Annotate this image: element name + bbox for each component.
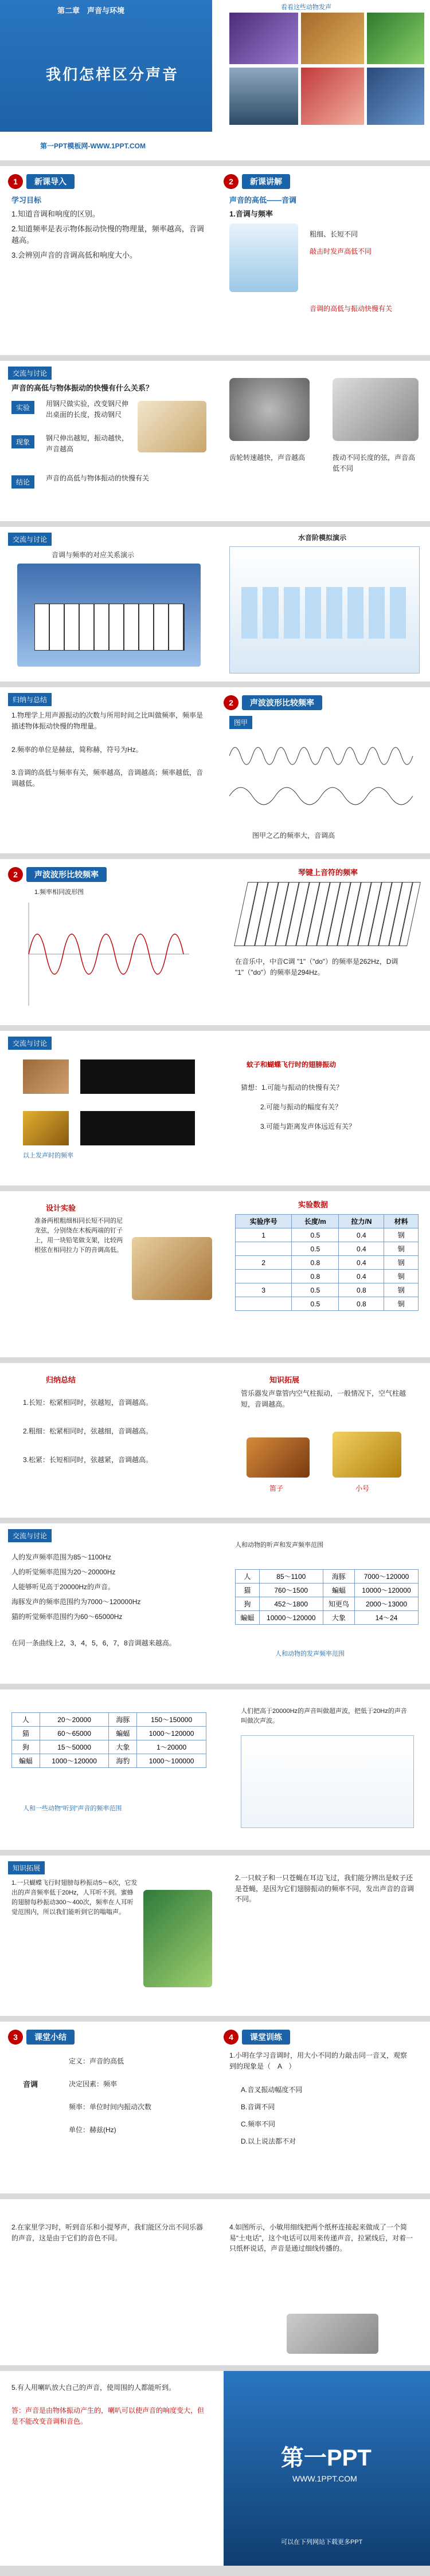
wave-figure <box>229 733 419 819</box>
water-scale-title: 水音阶模拟演示 <box>298 534 347 542</box>
flute-label: 笛子 <box>269 1484 284 1492</box>
guess-1: 猜想：1.可能与振动的快慢有关？ <box>241 1084 343 1092</box>
phone-image <box>287 2314 378 2354</box>
range-4: 海豚发声的频率范围约为7000～120000Hz <box>11 1598 141 1606</box>
flute-image <box>247 1437 310 1478</box>
goals-title: 学习目标 <box>11 196 42 204</box>
goals-header: 1 新课导入 <box>8 173 75 190</box>
practice-2-right: 4.如图所示，小敏用细线把两个纸杯连接起来做成了一个简易“土电话”，这个电话可以用来传递声音，拉紧线后，对着一只纸杯说话，声音是通过细线传播的。 <box>229 2223 413 2253</box>
guess-2: 2.可能与振动的幅度有关？ <box>260 1103 342 1111</box>
frequency-range-slide <box>0 1523 430 1684</box>
extend-tag: 知识拓展 <box>269 1376 300 1384</box>
range-table-title: 人和动物的听声和发声频率范围 <box>235 1542 323 1549</box>
bee-photo <box>23 1111 69 1145</box>
gear-image <box>229 378 310 441</box>
footer-tag: 可以在下列网站下载更多PPT <box>281 2539 363 2546</box>
piano-title: 音调与频率的对应关系演示 <box>52 551 135 559</box>
review-item-2: 决定因素：频率 <box>69 2080 118 2088</box>
experiment-tag: 设计实验 <box>46 1204 76 1212</box>
step-phenomenon: 现象 <box>11 435 34 448</box>
compare-header: 2 声波波形比较频率 <box>224 694 322 711</box>
range-table-caption: 人和动物的发声频率范围 <box>275 1651 345 1657</box>
review-item-4: 单位：赫兹(Hz) <box>69 2126 116 2134</box>
summary-point-1: 1.物理学上用声源振动的次数与所用时间之比叫做频率，频率是描述物体振动快慢的物理量。 <box>11 711 204 730</box>
goal-1: 1.知道音调和响度的区别。 <box>11 210 100 218</box>
hearing-range-slide <box>0 1689 430 1850</box>
practice-slide-2 <box>0 2199 430 2365</box>
bee-wave <box>80 1111 195 1145</box>
discussion-slide-1 <box>0 361 430 521</box>
note-3: 音调的高低与振动快慢有关 <box>310 305 393 313</box>
range-1: 人的发声频率范围为85～1100Hz <box>11 1553 111 1561</box>
final-question: 5.有人用喇叭放大自己的声音，使周围的人都能听到。 <box>11 2384 176 2392</box>
wave-low <box>229 787 413 805</box>
frog-photo <box>367 13 424 64</box>
summary-slide-2 <box>0 1363 430 1518</box>
discussion-slide-2 <box>0 1031 430 1185</box>
discussion-tag: 交流与讨论 <box>8 367 52 380</box>
summary2-2: 2.粗细：松紧相同时，弦越细，音调越高。 <box>23 1427 153 1435</box>
hearing-caption: 人和一些动物“听到”声音的频率范围 <box>23 1805 122 1812</box>
waveform-label: 1.频率相同波形图 <box>34 889 84 896</box>
animal-chart <box>241 1735 414 1828</box>
trumpet-image <box>333 1432 401 1478</box>
option-d: D.以上说法都不对 <box>241 2137 296 2145</box>
cover-slide <box>0 0 430 160</box>
water-glasses[interactable] <box>241 587 408 639</box>
extension-tag: 知识拓展 <box>8 1861 45 1874</box>
footer-banner <box>224 2371 430 2566</box>
range-2: 人的听觉频率范围为20～20000Hz <box>11 1568 116 1576</box>
range-tag: 交流与讨论 <box>8 1529 52 1542</box>
dancer-photo <box>301 68 364 125</box>
option-b: B.音调不同 <box>241 2103 275 2111</box>
hearing-table: 人 20～20000 海豚 150～150000 猫 60～65000 蝙蝠 1000～120000 狗 15～50000 大象 1～20000 蝙蝠 1000～120000 海豹 1000～100000 <box>11 1712 206 1768</box>
cover-title: 我们怎样区分声音 <box>46 66 179 83</box>
extend-text: 管乐器发声靠管内空气柱振动，一般情况下，空气柱越短，音调越高。 <box>241 1389 406 1408</box>
goal-2: 2.知道频率是表示物体振动快慢的物理量，频率越高，音调越高。 <box>11 224 204 245</box>
waterfall-photo <box>229 68 298 125</box>
horse-wave <box>80 1059 195 1094</box>
extension-text: 1.一只蝴蝶飞行时翅膀每秒振动5～6次，它发出的声音频率低于20Hz，人耳听不到。蜜蜂的翅膀每秒振动300～400次，频率在人耳听觉范围内，所以我们能听到它的嗡嗡声。 <box>11 1880 138 1916</box>
bird-photo <box>367 68 424 125</box>
lesson-header: 2 新课讲解 <box>224 173 290 190</box>
keyboard-header: 琴键上音符的频率 <box>298 868 358 877</box>
final-answer: 答：声音是由物体振动产生的，喇叭可以使声音的响度变大，但是不能改变音调和音色。 <box>11 2406 205 2425</box>
waveform-header: 2 声波波形比较频率 <box>8 866 107 883</box>
harp-caption: 拨动不同长度的弦，声音高低不同 <box>333 454 416 472</box>
summary-slide-1 <box>0 687 430 853</box>
lesson-topic: 1.音调与频率 <box>229 210 273 218</box>
note-1: 粗细、长短不同 <box>310 230 358 238</box>
piano-keys[interactable] <box>34 604 185 651</box>
range-3: 人能够听见高于20000Hz的声音。 <box>11 1583 115 1591</box>
goal-3: 3.会辨别声音的音调高低和响度大小。 <box>11 251 137 259</box>
waveform-slide <box>0 859 430 1025</box>
harp-image <box>333 378 419 441</box>
bottles-image <box>229 223 298 292</box>
lesson-sub: 声音的高低——音调 <box>229 196 297 204</box>
summary-point-2: 2.频率的单位是赫兹，简称赫，符号为Hz。 <box>11 746 143 754</box>
keyboard-text: 在音乐中，中音C调 "1"（"do"）的频率是262Hz，D调 "1"（"do"）的频率是294Hz。 <box>235 958 398 976</box>
hummingbird-image <box>143 1890 212 1987</box>
review-item-1: 定义：声音的高低 <box>69 2057 124 2065</box>
ruler-image <box>138 401 206 452</box>
site-label: 第一PPT模板网-WWW.1PPT.COM <box>40 142 146 150</box>
experiment-slide <box>0 1191 430 1357</box>
experiment-text: 准备两根粗细相同长短不同的尼龙弦，分别绕在木板两端的钉子上，用一块铅笔做支架，比较两根弦在相同拉力下的音调高低。 <box>34 1218 123 1254</box>
trumpet-label: 小号 <box>355 1484 370 1492</box>
final-slide <box>0 2371 430 2566</box>
string-board-image <box>132 1237 212 1300</box>
cover-left-panel <box>0 0 212 160</box>
option-a: A.音叉振动幅度不同 <box>241 2086 303 2094</box>
step-conclusion-text: 声音的高低与物体振动的快慢有关 <box>46 474 150 482</box>
range-table: 人 85～1100 海豚 7000～120000 猫 760～1500 蝙蝠 10000～120000 狗 452～1800 知更鸟 2000～13000 蝙蝠 10000～120000 大象 14～24 <box>235 1569 419 1625</box>
extension-right: 2.一只蚊子和一只苍蝇在耳边飞过，我们能分辨出是蚊子还是苍蝇，是因为它们翅膀振动的频率不同，发出声音的音调不同。 <box>235 1874 415 1904</box>
wing-header: 蚊子和蝴蝶飞行时的翅膀振动 <box>247 1061 337 1069</box>
range-foot: 在同一条曲线上2，3，4，5，6，7，8音调越来越高。 <box>11 1639 176 1647</box>
review-item-3: 频率：单位时间内振动次数 <box>69 2103 152 2111</box>
practice-header: 4 课堂训练 <box>224 2028 290 2046</box>
data-table-title: 实验数据 <box>298 1200 329 1209</box>
review-header: 3 课堂小结 <box>8 2028 75 2046</box>
lightning-photo <box>229 13 298 64</box>
review-slide <box>0 2022 430 2193</box>
footer-logo: 第一PPT <box>281 2445 372 2471</box>
wave-high <box>229 747 413 765</box>
horse-photo <box>23 1059 69 1094</box>
ultrasound-note: 人们把高于20000Hz的声音叫做超声波，把低于20Hz的声音叫做次声波。 <box>241 1708 407 1725</box>
waveform-chart <box>23 897 195 1011</box>
footer-url: WWW.1PPT.COM <box>292 2474 357 2483</box>
wave-caption: 图甲之乙的频率大，音调高 <box>252 832 335 840</box>
discussion-tag-2: 交流与讨论 <box>8 1037 52 1050</box>
summary-point-3: 3.音调的高低与频率有关，频率越高，音调越高；频率越低，音调越低。 <box>11 769 204 787</box>
note-2: 敲击时发声高低不同 <box>310 247 372 255</box>
guess-3: 3.可能与距离发声体远近有关？ <box>260 1122 356 1131</box>
extension-slide <box>0 1856 430 2016</box>
step-phenomenon-text: 钢尺伸出越短，振动越快，声音越高 <box>46 434 129 453</box>
lion-photo <box>301 13 364 64</box>
keyboard-image <box>234 882 421 946</box>
option-c: C.频率不同 <box>241 2120 276 2128</box>
practice-2-left: 2.在家里学习时，听到音乐和小提琴声，我们能区分出不同乐器的声音，这是由于它们的音色不同。 <box>11 2223 204 2242</box>
water-glasses-screen <box>229 546 420 673</box>
practice-question: 1.小明在学习音调时，用大小不同的力敲击同一音叉，观察到的现象是（ A ） <box>229 2051 408 2070</box>
step-conclusion: 结论 <box>11 475 34 489</box>
goals-slide <box>0 166 430 355</box>
photo-caption: 看看这些动物发声 <box>281 4 331 11</box>
demo-tag: 交流与讨论 <box>8 533 52 546</box>
data-table: 实验序号 长度/m 拉力/N 材料 1 0.5 0.4 钢 0.5 0.4 铜 2 0.8 0.4 钢 0.8 0.4 铜 3 0.5 0.8 钢 0.5 0.8 铜 <box>235 1214 419 1311</box>
demo-slide <box>0 527 430 682</box>
figure-a-tag: 图甲 <box>229 716 252 729</box>
review-root: 音调 <box>23 2080 38 2089</box>
sound-caption: 以上发声时的频率 <box>23 1152 73 1159</box>
summary2-3: 3.松紧：长短相同时，弦越紧，音调越高。 <box>23 1456 153 1464</box>
summary-tag: 归纳与总结 <box>8 693 52 706</box>
piano-screen <box>17 564 201 667</box>
discussion-question: 声音的高低与物体振动的快慢有什么关系？ <box>11 384 154 392</box>
gear-caption: 齿轮转速越快，声音越高 <box>229 454 306 462</box>
summary2-1: 1.长短：松紧相同时，弦越短，音调越高。 <box>23 1399 153 1407</box>
step-experiment-text: 用钢尺做实验，改变钢尺伸出桌面的长度，拨动钢尺 <box>46 400 129 419</box>
summary2-tag: 归纳总结 <box>46 1376 76 1384</box>
chapter-label: 第二章 声音与环境 <box>57 6 125 15</box>
range-5: 猫的听觉频率范围约为60～65000Hz <box>11 1613 123 1621</box>
step-experiment: 实验 <box>11 401 34 414</box>
